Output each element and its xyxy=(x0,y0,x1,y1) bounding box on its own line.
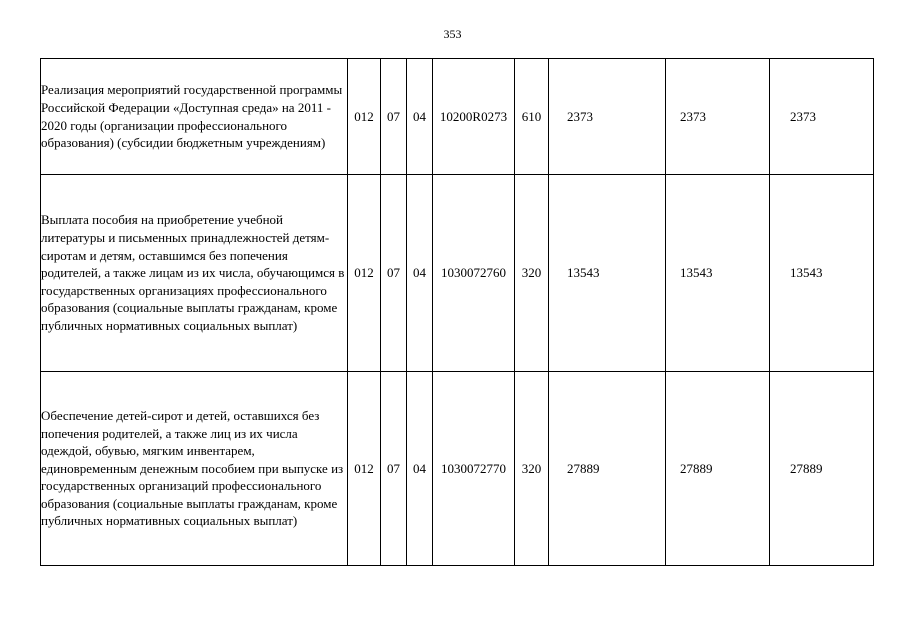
table-row xyxy=(41,59,874,175)
row-description: Обеспечение детей-сирот и детей, оставшихся без попечения родителей, а также лиц из их числа одеждой, обувью, мягким инвентарем, единовременным денежным пособием при выпуске из государственных организаций профессионального образования (социальные выплаты гражданам, кроме публичных нормативных социальных выплат) xyxy=(41,372,348,566)
ministry-code: 012 xyxy=(348,175,381,372)
target-article-code: 10200R0273 xyxy=(433,59,515,175)
table-row xyxy=(41,175,874,372)
expense-type-code: 320 xyxy=(515,372,549,566)
subsection-code: 04 xyxy=(407,372,433,566)
subsection-code: 04 xyxy=(407,175,433,372)
amount-3: 13543 xyxy=(770,175,874,372)
section-code: 07 xyxy=(381,59,407,175)
amount-1: 2373 xyxy=(549,59,666,175)
expense-type-code: 610 xyxy=(515,59,549,175)
section-code: 07 xyxy=(381,175,407,372)
section-code: 07 xyxy=(381,372,407,566)
table-row xyxy=(41,372,874,566)
budget-table xyxy=(40,58,874,566)
amount-1: 13543 xyxy=(549,175,666,372)
expense-type-code: 320 xyxy=(515,175,549,372)
ministry-code: 012 xyxy=(348,59,381,175)
amount-2: 27889 xyxy=(666,372,770,566)
target-article-code: 1030072770 xyxy=(433,372,515,566)
target-article-code: 1030072760 xyxy=(433,175,515,372)
row-description: Реализация мероприятий государственной программы Российской Федерации «Доступная среда» на 2011 - 2020 годы (организации профессионального образования) (субсидии бюджетным учреждениям) xyxy=(41,59,348,175)
amount-2: 13543 xyxy=(666,175,770,372)
subsection-code: 04 xyxy=(407,59,433,175)
amount-1: 27889 xyxy=(549,372,666,566)
page-number: 353 xyxy=(443,27,462,41)
ministry-code: 012 xyxy=(348,372,381,566)
row-description: Выплата пособия на приобретение учебной литературы и письменных принадлежностей детям-сиротам и детям, оставшимся без попечения родителей, а также лицам из их числа, обучающимся в государственных организациях профессионального образования (социальные выплаты гражданам, кроме публичных нормативных социальных выплат) xyxy=(41,175,348,372)
amount-3: 27889 xyxy=(770,372,874,566)
amount-2: 2373 xyxy=(666,59,770,175)
amount-3: 2373 xyxy=(770,59,874,175)
